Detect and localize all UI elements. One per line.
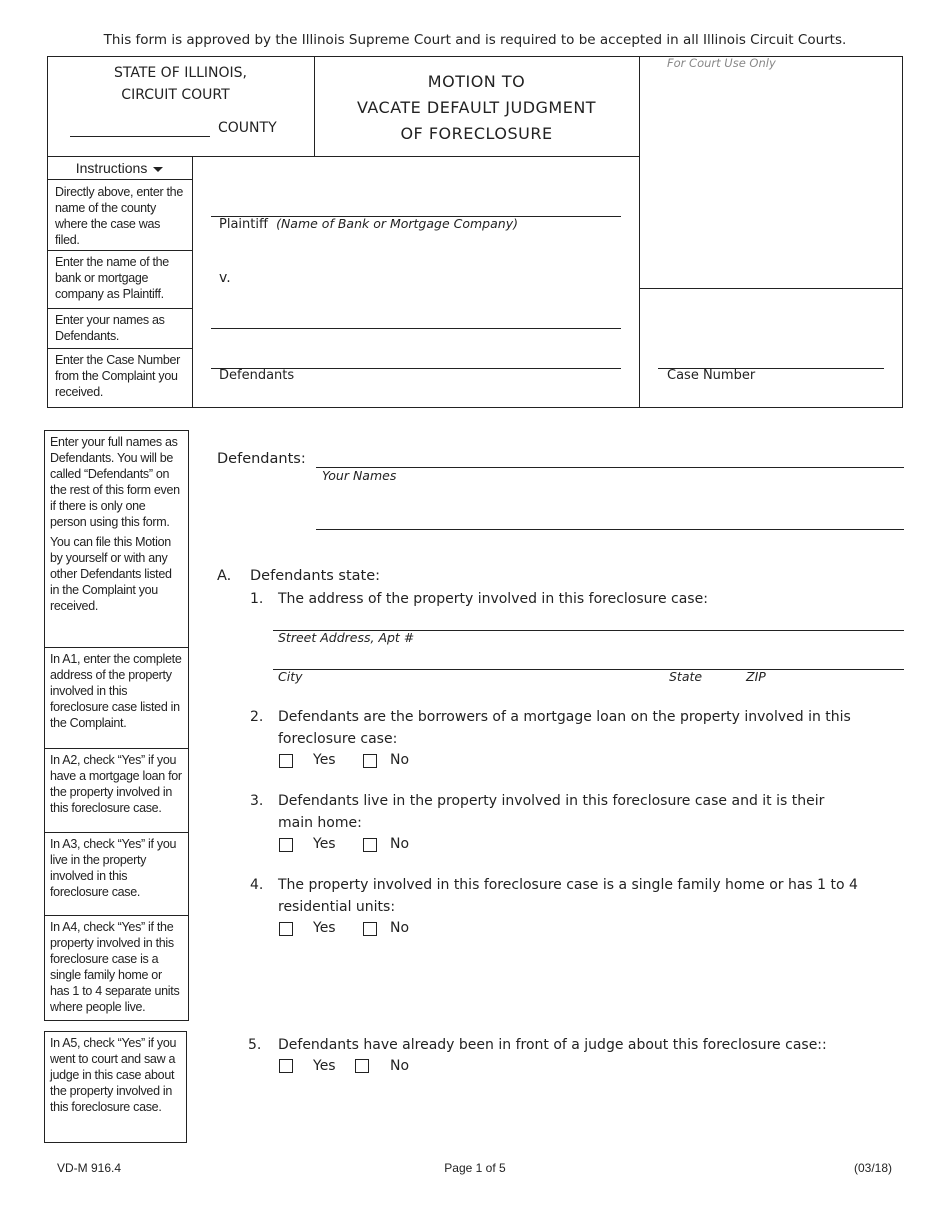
form-title-line1: MOTION TO [427, 72, 526, 91]
state-label: State [669, 669, 703, 684]
defendants-label: Defendants: [217, 451, 306, 467]
case-number-label: Case Number [667, 368, 756, 383]
form-date: (03/18) [854, 1161, 893, 1175]
q1-number: 1. [250, 591, 264, 607]
defendant-names-input-1[interactable] [316, 467, 904, 468]
instruction-names-text: Enter your full names as Defendants. You will be called “Defendants” on the rest of this form even if there is only one person using this form. [50, 435, 180, 529]
instruction-judge-text: In A5, check “Yes” if you went to court and saw a judge in this case about the property involved in this foreclosure case. [50, 1036, 177, 1114]
q4-yes-checkbox[interactable] [279, 922, 293, 936]
instr-divider-1 [47, 179, 193, 180]
plaintiff-hint: (Name of Bank or Mortgage Company) [276, 216, 518, 231]
approval-notice: This form is approved by the Illinois Supreme Court and is required to be accepted in all Illinois Circuit Courts. [103, 32, 847, 48]
instructions-toggle[interactable] [47, 160, 192, 176]
q2-yes-checkbox[interactable] [279, 754, 293, 768]
q4-yes-label: Yes [313, 920, 336, 936]
page-number: Page 1 of 5 [444, 1161, 506, 1175]
q5-text: Defendants have already been in front of a judge about this foreclosure case:: [278, 1037, 827, 1053]
instruction-defendants: Enter your names as Defendants. [55, 313, 165, 343]
state-line1: STATE OF ILLINOIS, [113, 65, 248, 81]
instruction-county: Directly above, enter the name of the county where the case was filed. [55, 185, 183, 247]
instruction-plaintiff: Enter the name of the bank or mortgage company as Plaintiff. [55, 255, 169, 301]
instruction-address-text: In A1, enter the complete address of the property involved in this foreclosure case listed in the Complaint. [50, 652, 182, 730]
case-number-top-border [639, 288, 903, 289]
instruction-mortgage-text: In A2, check “Yes” if you have a mortgage loan for the property involved in this foreclosure case. [50, 753, 182, 815]
q3-yes-label: Yes [313, 836, 336, 852]
instructions-divider [192, 156, 193, 408]
form-id: VD-M 916.4 [57, 1161, 122, 1175]
q3-yes-checkbox[interactable] [279, 838, 293, 852]
instruction-box-units [44, 915, 189, 1021]
court-use-divider [639, 56, 640, 408]
q2-text: Defendants are the borrowers of a mortgage loan on the property involved in this foreclosure case: [278, 709, 851, 747]
instruction-box-mortgage [44, 748, 189, 833]
county-label: COUNTY [218, 120, 277, 136]
q3-text: Defendants live in the property involved in this foreclosure case and it is their main home: [278, 793, 825, 831]
instruction-residence-text: In A3, check “Yes” if you live in the property involved in this foreclosure case. [50, 837, 177, 899]
plaintiff-label [219, 216, 518, 232]
q4-no-label: No [390, 920, 410, 936]
q5-yes-checkbox[interactable] [279, 1059, 293, 1073]
instruction-filing-text: You can file this Motion by yourself or with any other Defendants listed in the Complaint you received. [50, 535, 172, 613]
city-label: City [278, 669, 303, 684]
header-right-border [902, 56, 903, 408]
zip-label: ZIP [746, 669, 766, 684]
q5-number: 5. [248, 1037, 262, 1053]
section-a-letter: A. [217, 568, 232, 584]
instructions-label: Instructions [75, 160, 148, 176]
instruction-box-judge [44, 1031, 187, 1143]
state-line2: CIRCUIT COURT [121, 87, 230, 103]
form-title-line2: VACATE DEFAULT JUDGMENT [356, 98, 597, 117]
caret-down-icon [153, 167, 163, 172]
instruction-box-residence [44, 832, 189, 916]
defendants-caption-label: Defendants [219, 368, 295, 383]
q5-yes-label: Yes [313, 1058, 336, 1074]
q1-text: The address of the property involved in this foreclosure case: [278, 591, 708, 607]
court-use-label: For Court Use Only [667, 56, 776, 70]
q4-text: The property involved in this foreclosure case is a single family home or has 1 to 4 residential units: [278, 877, 858, 915]
header-bottom-border [47, 407, 903, 408]
defendants-input-line-1[interactable] [211, 328, 621, 329]
q3-no-checkbox[interactable] [363, 838, 377, 852]
q4-number: 4. [250, 877, 264, 893]
street-address-label: Street Address, Apt # [278, 630, 415, 645]
q5-no-label: No [390, 1058, 410, 1074]
form-title-line3: OF FORECLOSURE [400, 124, 553, 143]
instruction-units-text: In A4, check “Yes” if the property involved in this foreclosure case is a single family home or has 1 to 4 separate units where people live. [50, 920, 180, 1014]
county-input-line[interactable] [70, 136, 210, 137]
q3-no-label: No [390, 836, 410, 852]
versus-label: v. [219, 270, 231, 286]
city-state-zip-input[interactable] [273, 669, 904, 670]
plaintiff-label-text: Plaintiff [219, 217, 268, 232]
your-names-label: Your Names [322, 468, 397, 483]
q5-no-checkbox[interactable] [355, 1059, 369, 1073]
instruction-box-address [44, 647, 189, 749]
section-a-title: Defendants state: [250, 568, 381, 584]
q4-no-checkbox[interactable] [363, 922, 377, 936]
q2-no-checkbox[interactable] [363, 754, 377, 768]
caption-top-border [47, 156, 640, 157]
defendant-names-input-2[interactable] [316, 529, 904, 530]
q3-number: 3. [250, 793, 264, 809]
q2-yes-label: Yes [313, 752, 336, 768]
q2-number: 2. [250, 709, 264, 725]
q2-no-label: No [390, 752, 410, 768]
instruction-case-number: Enter the Case Number from the Complaint you received. [55, 353, 181, 399]
instruction-box-names [44, 430, 189, 648]
